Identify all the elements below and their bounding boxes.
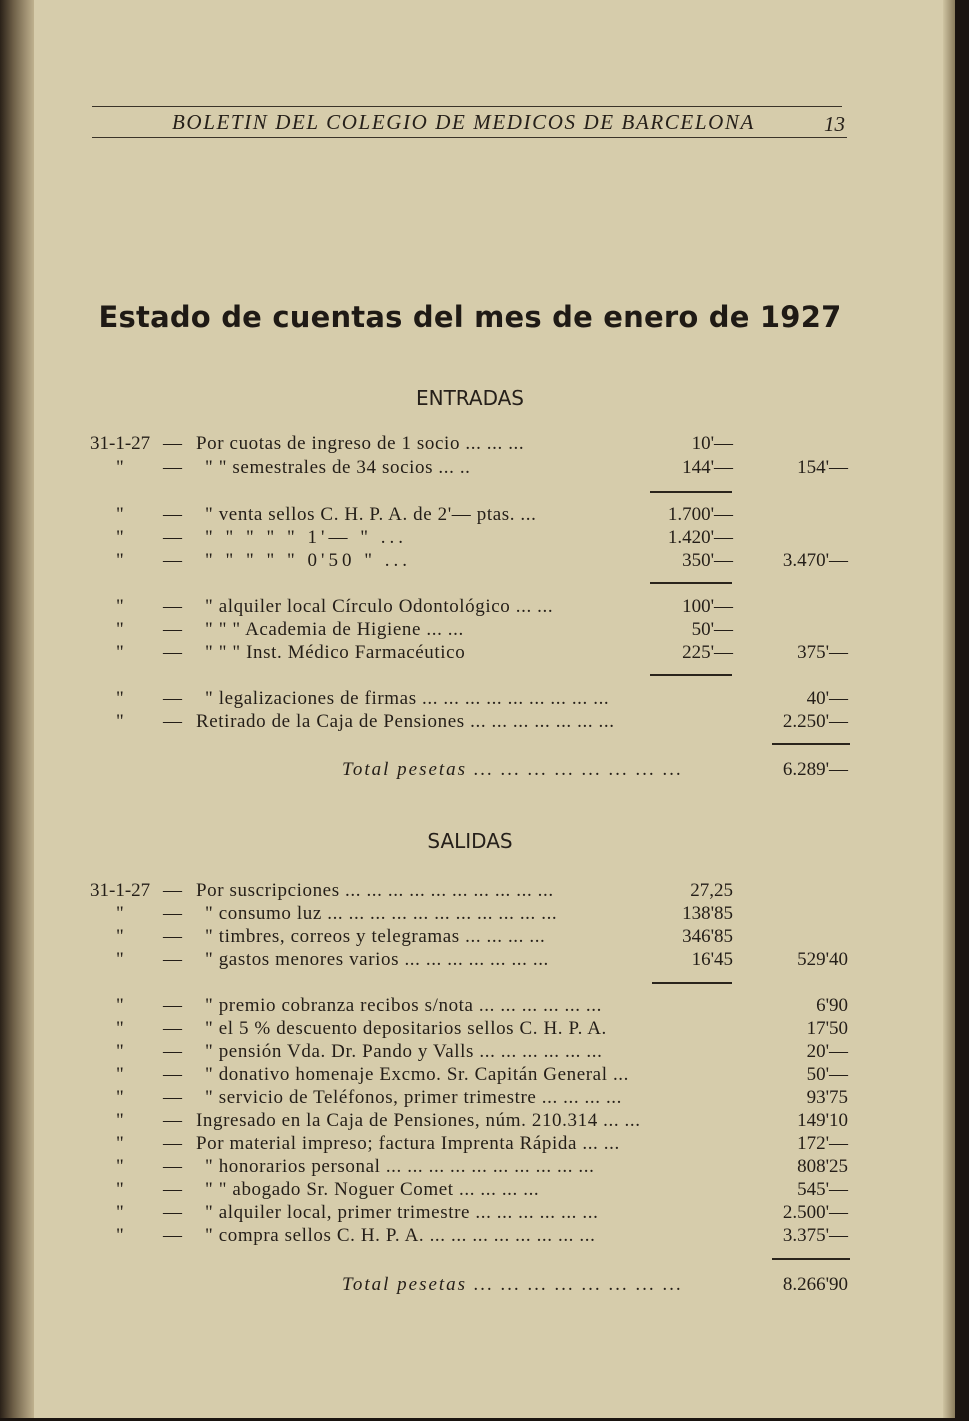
row-date: " bbox=[116, 995, 124, 1016]
subtotal-rule bbox=[652, 982, 732, 984]
row-date: " bbox=[116, 926, 124, 947]
row-description: " el 5 % descuento depositarios sellos C. H. P. A. bbox=[205, 1018, 607, 1039]
row-description: " consumo luz ... ... ... ... ... ... ... ... ... ... ... bbox=[205, 903, 558, 924]
row-date: " bbox=[116, 1225, 124, 1246]
row-total: 40'— bbox=[806, 688, 848, 709]
row-dash: — bbox=[163, 1225, 182, 1246]
row-date: " bbox=[116, 457, 124, 478]
row-amount: 346'85 bbox=[682, 926, 733, 947]
row-dash: — bbox=[163, 1110, 182, 1131]
row-total: 3.375'— bbox=[782, 1225, 848, 1246]
row-dash: — bbox=[163, 642, 182, 663]
table-row bbox=[0, 1202, 955, 1226]
row-dash: — bbox=[163, 619, 182, 640]
entradas-heading: ENTRADAS bbox=[415, 386, 524, 410]
subtotal-rule bbox=[650, 674, 732, 676]
row-date: " bbox=[116, 1041, 124, 1062]
row-date: " bbox=[116, 1087, 124, 1108]
table-row bbox=[0, 1041, 955, 1065]
row-dash: — bbox=[163, 711, 182, 732]
row-description: " alquiler local, primer trimestre ... ... ... ... ... ... bbox=[205, 1202, 599, 1223]
row-description: " " " Academia de Higiene ... ... bbox=[205, 619, 464, 640]
row-dash: — bbox=[163, 527, 182, 548]
row-date: " bbox=[116, 711, 124, 732]
row-description: " gastos menores varios ... ... ... ... ... ... ... bbox=[205, 949, 549, 970]
total-rule bbox=[772, 1258, 850, 1260]
row-date: " bbox=[116, 1133, 124, 1154]
row-date: " bbox=[116, 1202, 124, 1223]
total-rule bbox=[772, 743, 850, 745]
row-amount: 10'— bbox=[691, 433, 733, 454]
row-description: " servicio de Teléfonos, primer trimestre ... ... ... ... bbox=[205, 1087, 623, 1108]
row-amount: 138'85 bbox=[682, 903, 733, 924]
row-description: " " " " " 0'50 " ... bbox=[205, 550, 411, 571]
row-date: " bbox=[116, 903, 124, 924]
row-dash: — bbox=[163, 433, 182, 454]
row-dash: — bbox=[163, 1064, 182, 1085]
table-row bbox=[0, 596, 955, 620]
row-dash: — bbox=[163, 550, 182, 571]
total-label: Total pesetas ... ... ... ... ... ... ... ... bbox=[342, 759, 684, 780]
page-title: Estado de cuentas del mes de enero de 1927 bbox=[98, 300, 842, 334]
row-dash: — bbox=[163, 903, 182, 924]
total-label: Total pesetas ... ... ... ... ... ... ... ... bbox=[342, 1274, 684, 1295]
row-date: 31-1-27 bbox=[90, 880, 151, 901]
row-date: " bbox=[116, 619, 124, 640]
row-date: " bbox=[116, 550, 124, 571]
table-row bbox=[0, 995, 955, 1019]
running-head: BOLETIN DEL COLEGIO DE MEDICOS DE BARCELONA bbox=[172, 110, 755, 134]
row-amount: 27,25 bbox=[690, 880, 733, 901]
row-description: " premio cobranza recibos s/nota ... ... ... ... ... ... bbox=[205, 995, 602, 1016]
row-dash: — bbox=[163, 1133, 182, 1154]
row-description: " venta sellos C. H. P. A. de 2'— ptas. ... bbox=[205, 504, 537, 525]
table-row bbox=[0, 1018, 955, 1042]
row-dash: — bbox=[163, 596, 182, 617]
table-row bbox=[0, 642, 955, 666]
subtotal-rule bbox=[650, 491, 732, 493]
table-row bbox=[0, 926, 955, 950]
row-description: " " semestrales de 34 socios ... .. bbox=[205, 457, 471, 478]
row-date: " bbox=[116, 688, 124, 709]
row-description: Por material impreso; factura Imprenta Rápida ... ... bbox=[196, 1133, 620, 1154]
row-description: " donativo homenaje Excmo. Sr. Capitán General ... bbox=[205, 1064, 629, 1085]
row-dash: — bbox=[163, 1087, 182, 1108]
table-row bbox=[0, 903, 955, 927]
row-total: 17'50 bbox=[806, 1018, 848, 1039]
table-row bbox=[0, 1225, 955, 1249]
row-total: 172'— bbox=[797, 1133, 848, 1154]
row-date: " bbox=[116, 596, 124, 617]
row-description: " timbres, correos y telegramas ... ... ... ... bbox=[205, 926, 546, 947]
row-date: " bbox=[116, 1064, 124, 1085]
row-total: 3.470'— bbox=[782, 550, 848, 571]
row-description: " " abogado Sr. Noguer Comet ... ... ... ... bbox=[205, 1179, 540, 1200]
row-date: " bbox=[116, 527, 124, 548]
table-row bbox=[0, 1064, 955, 1088]
subtotal-rule bbox=[650, 582, 732, 584]
row-description: Por cuotas de ingreso de 1 socio ... ... ... bbox=[196, 433, 525, 454]
table-row bbox=[0, 1087, 955, 1111]
table-row bbox=[0, 711, 955, 735]
row-date: " bbox=[116, 1110, 124, 1131]
row-dash: — bbox=[163, 504, 182, 525]
table-row bbox=[0, 527, 955, 551]
row-total: 50'— bbox=[806, 1064, 848, 1085]
total-value: 8.266'90 bbox=[782, 1274, 848, 1295]
row-total: 375'— bbox=[797, 642, 848, 663]
row-amount: 144'— bbox=[682, 457, 733, 478]
row-description: Ingresado en la Caja de Pensiones, núm. 210.314 ... ... bbox=[196, 1110, 641, 1131]
row-dash: — bbox=[163, 1156, 182, 1177]
total-row bbox=[0, 1274, 955, 1298]
row-dash: — bbox=[163, 1179, 182, 1200]
row-date: " bbox=[116, 1179, 124, 1200]
row-dash: — bbox=[163, 949, 182, 970]
row-date: 31-1-27 bbox=[90, 433, 151, 454]
row-amount: 350'— bbox=[682, 550, 733, 571]
table-row bbox=[0, 1110, 955, 1134]
row-description: " " " Inst. Médico Farmacéutico bbox=[205, 642, 466, 663]
row-total: 2.500'— bbox=[782, 1202, 848, 1223]
table-row bbox=[0, 457, 955, 481]
row-description: Retirado de la Caja de Pensiones ... ... ... ... ... ... ... bbox=[196, 711, 615, 732]
row-description: Por suscripciones ... ... ... ... ... ... ... ... ... ... bbox=[196, 880, 554, 901]
row-description: " compra sellos C. H. P. A. ... ... ... ... ... ... ... ... bbox=[205, 1225, 596, 1246]
table-row bbox=[0, 550, 955, 574]
row-total: 6'90 bbox=[816, 995, 848, 1016]
row-dash: — bbox=[163, 688, 182, 709]
table-row bbox=[0, 1133, 955, 1157]
row-description: " honorarios personal ... ... ... ... ... ... ... ... ... ... bbox=[205, 1156, 595, 1177]
row-total: 149'10 bbox=[797, 1110, 848, 1131]
table-row bbox=[0, 619, 955, 643]
row-amount: 100'— bbox=[682, 596, 733, 617]
row-total: 2.250'— bbox=[782, 711, 848, 732]
row-amount: 225'— bbox=[682, 642, 733, 663]
row-date: " bbox=[116, 504, 124, 525]
row-dash: — bbox=[163, 926, 182, 947]
table-row bbox=[0, 1156, 955, 1180]
salidas-heading: SALIDAS bbox=[427, 829, 513, 853]
row-dash: — bbox=[163, 1202, 182, 1223]
row-dash: — bbox=[163, 1018, 182, 1039]
row-amount: 1.420'— bbox=[667, 527, 733, 548]
page-number: 13 bbox=[824, 112, 845, 136]
row-total: 93'75 bbox=[806, 1087, 848, 1108]
row-description: " pensión Vda. Dr. Pando y Valls ... ... ... ... ... ... bbox=[205, 1041, 603, 1062]
table-row bbox=[0, 433, 955, 457]
header-rule-bottom bbox=[92, 137, 847, 138]
row-amount: 50'— bbox=[691, 619, 733, 640]
total-value: 6.289'— bbox=[782, 759, 848, 780]
table-row bbox=[0, 1179, 955, 1203]
table-row bbox=[0, 688, 955, 712]
row-date: " bbox=[116, 1018, 124, 1039]
total-row bbox=[0, 759, 955, 783]
row-total: 20'— bbox=[806, 1041, 848, 1062]
header-rule-top bbox=[92, 106, 842, 107]
row-description: " alquiler local Círculo Odontológico ... ... bbox=[205, 596, 554, 617]
row-amount: 16'45 bbox=[691, 949, 733, 970]
row-dash: — bbox=[163, 880, 182, 901]
row-total: 545'— bbox=[797, 1179, 848, 1200]
row-total: 808'25 bbox=[797, 1156, 848, 1177]
row-description: " legalizaciones de firmas ... ... ... ... ... ... ... ... ... bbox=[205, 688, 610, 709]
row-dash: — bbox=[163, 1041, 182, 1062]
row-total: 154'— bbox=[797, 457, 848, 478]
row-amount: 1.700'— bbox=[667, 504, 733, 525]
table-row bbox=[0, 880, 955, 904]
row-date: " bbox=[116, 949, 124, 970]
table-row bbox=[0, 949, 955, 973]
row-date: " bbox=[116, 642, 124, 663]
row-date: " bbox=[116, 1156, 124, 1177]
row-dash: — bbox=[163, 457, 182, 478]
row-dash: — bbox=[163, 995, 182, 1016]
table-row bbox=[0, 504, 955, 528]
row-total: 529'40 bbox=[797, 949, 848, 970]
row-description: " " " " " 1'— " ... bbox=[205, 527, 407, 548]
